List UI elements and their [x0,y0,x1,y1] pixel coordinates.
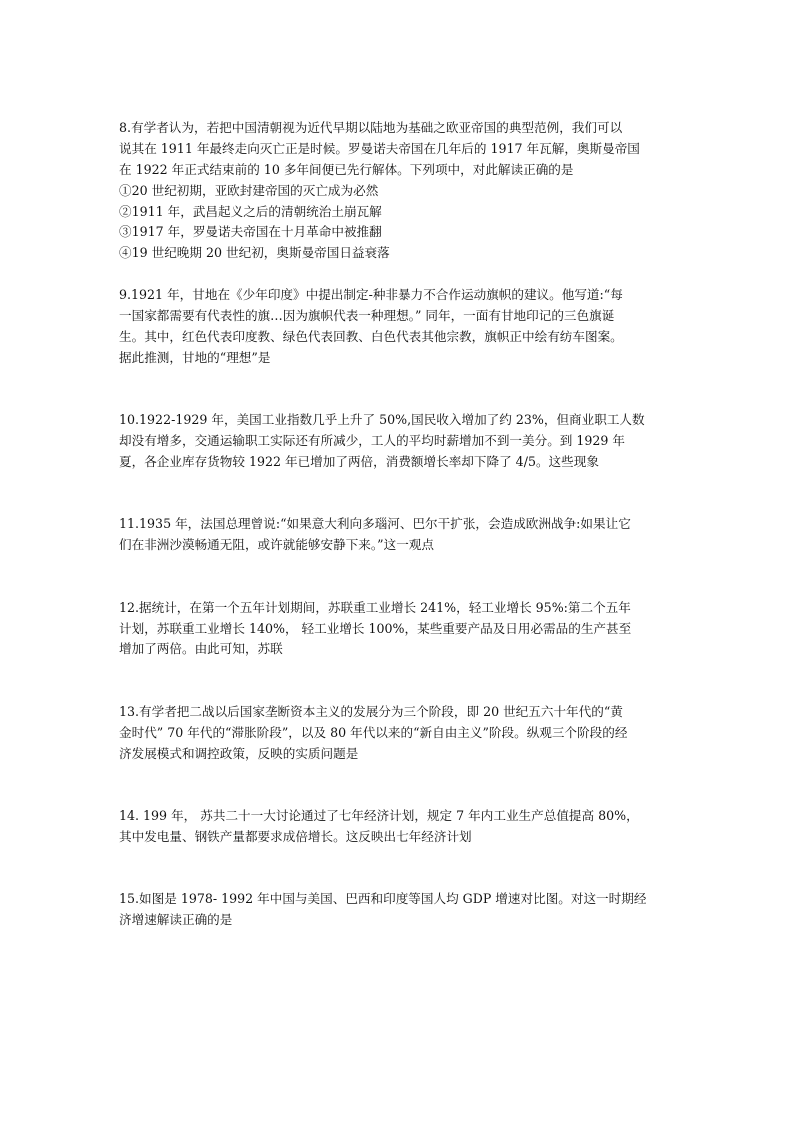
q13-stem-line: 13.有学者把二战以后国家垄断资本主义的发展分为三个阶段，即 20 世纪五六十年代的“黄 [119,704,623,719]
q11-stem-line: 11.1935 年，法国总理曾说:“如果意大利向多瑙河、巴尔干扩张，会造成欧洲战争:如果让它 [119,516,631,531]
q13-stem-line: 金时代” 70 年代的“滞胀阶段”，以及 80 年代以来的“新自由主义”阶段。纵观三个阶段的经 [119,725,628,740]
q12-stem-line: 计划，苏联重工业增长 140%， 轻工业增长 100%，某些重要产品及日用必需品的生产甚至 [119,621,632,636]
q8-stem-line: 在 1922 年正式结束前的 10 多年间便已先行解体。下列项中，对此解读正确的是 [119,162,574,177]
q10-stem-line: 夏，各企业库存货物较 1922 年已增加了两倍，消费额增长率却下降了 4/5。这些现象 [119,454,599,469]
q8-stem-line: 说其在 1911 年最终走向灭亡正是时候。罗曼诺夫帝国在几年后的 1917 年瓦解，奥斯曼帝国 [119,141,640,156]
q14-stem-line: 14. 199 年， 苏共二十一大讨论通过了七年经济计划，规定 7 年内工业生产总值提高 80%， [119,808,639,823]
q8-item: ①20 世纪初期，亚欧封建帝国的灭亡成为必然 [119,183,379,198]
q9-stem-line: 据此推测，甘地的“理想”是 [119,350,271,365]
q10-stem-line: 却没有增多，交通运输职工实际还有所减少，工人的平均时薪增加不到一美分。到 1929 年 [119,433,626,448]
q10-stem-line: 10.1922-1929 年，美国工业指数几乎上升了 50%,国民收入增加了约 23%，但商业职工人数 [119,412,645,427]
q8-item: ②1911 年，武昌起义之后的清朝统治土崩瓦解 [119,204,382,219]
q9-stem-line: 一国家都需要有代表性的旗…因为旗帜代表一种理想。” 同年，一面有甘地印记的三色旗诞 [119,308,615,323]
q13-stem-line: 济发展模式和调控政策，反映的实质问题是 [119,746,359,761]
q12-stem-line: 12.据统计，在第一个五年计划期间，苏联重工业增长 241%，轻工业增长 95%:第二个五年 [119,600,631,615]
q9-stem-line: 9.1921 年，甘地在《少年印度》中提出制定-种非暴力不合作运动旗帜的建议。他写道:“每 [119,287,623,302]
q8-item: ④19 世纪晚期 20 世纪初，奥斯曼帝国日益衰落 [119,245,390,260]
q15-stem-line: 济增速解读正确的是 [119,912,233,927]
q12-stem-line: 增加了两倍。由此可知，苏联 [119,641,283,656]
q15-stem-line: 15.如图是 1978- 1992 年中国与美国、巴西和印度等国人均 GDP 增速对比图。对这一时期经 [119,891,647,906]
q14-stem-line: 其中发电量、钢铁产量都要求成倍增长。这反映出七年经济计划 [119,829,472,844]
q8-stem-line: 8.有学者认为，若把中国清朝视为近代早期以陆地为基础之欧亚帝国的典型范例，我们可以 [119,120,623,135]
q9-stem-line: 生。其中，红色代表印度教、绿色代表回教、白色代表其他宗教，旗帜正中绘有纺车图案。 [119,329,623,344]
q8-item: ③1917 年，罗曼诺夫帝国在十月革命中被推翻 [119,224,382,239]
q11-stem-line: 们在非洲沙漠畅通无阻，或许就能够安静下来。”这一观点 [119,537,434,552]
